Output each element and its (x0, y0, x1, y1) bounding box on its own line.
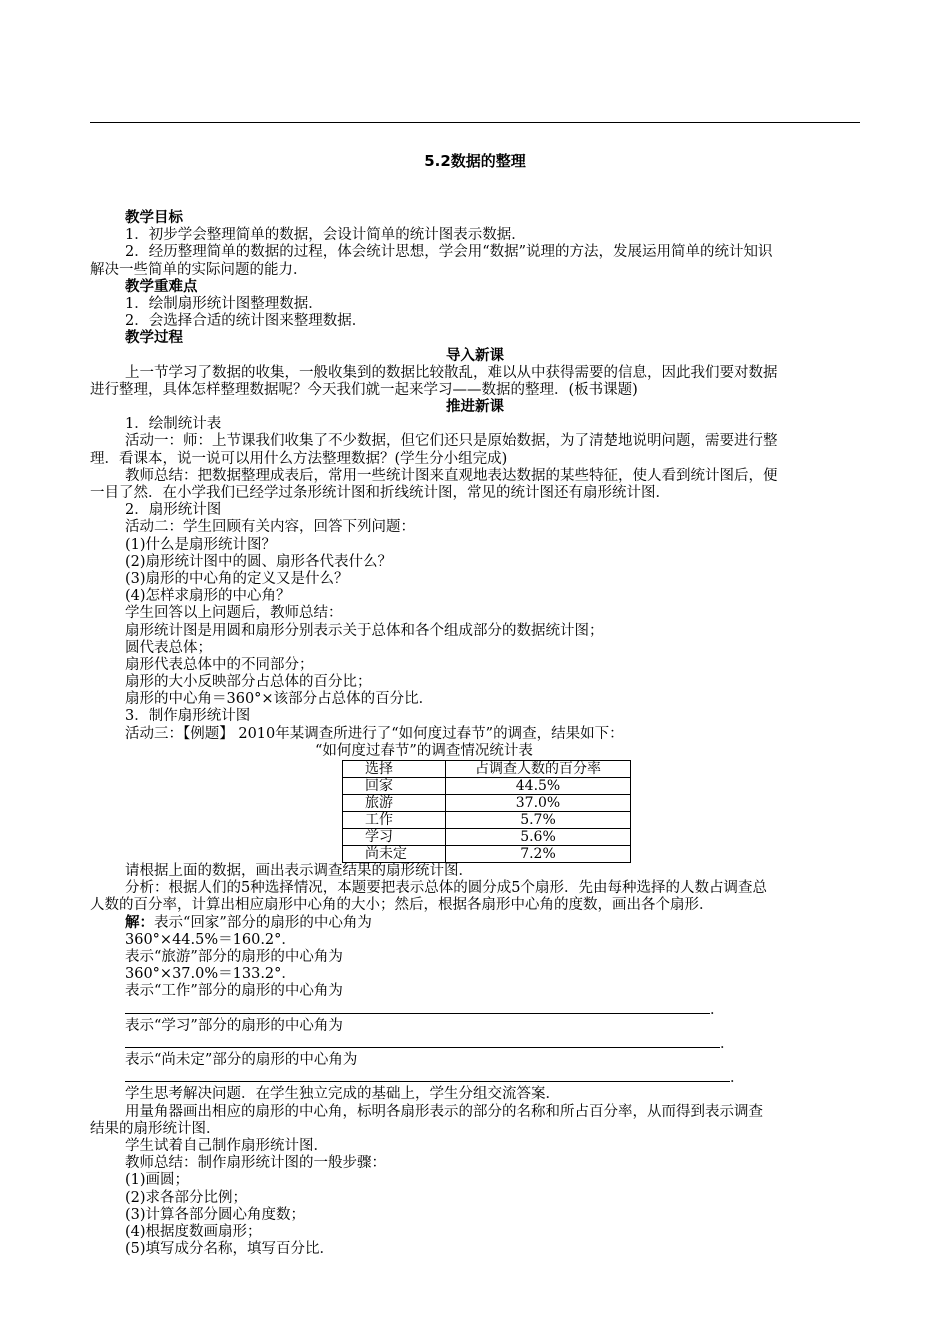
keypoint-1: 1．绘制扇形统计图整理数据． (125, 295, 323, 312)
part2-line-7: 学生回答以上问题后，教师总结： (125, 605, 343, 622)
part2-line-9: 圆代表总体； (125, 639, 212, 656)
table-cell: 尚未定 (343, 846, 446, 863)
part2-line-8: 扇形统计图是用圆和扇形分别表示关于总体和各个组成部分的数据统计图； (125, 622, 604, 639)
table-cell: 7.2% (446, 846, 631, 863)
answer-underline (125, 1001, 710, 1014)
keypoint-2: 2．会选择合适的统计图来整理数据． (125, 313, 367, 330)
part2-line-2: 活动二：学生回顾有关内容，回答下列问题： (125, 519, 415, 536)
table-row (343, 778, 631, 795)
solution-line-3: 表示“旅游”部分的扇形的中心角为 (125, 948, 343, 965)
section-heading-keypoints: 教学重难点 (125, 278, 198, 295)
after-table-1: 请根据上面的数据，画出表示调查结果的扇形统计图． (125, 863, 473, 879)
table-header-cell: 占调查人数的百分率 (446, 761, 631, 778)
part2-line-12: 扇形的中心角＝360°×该部分占总体的百分比． (125, 691, 434, 708)
answer-period: ． (730, 1070, 745, 1087)
part2-line-14: 活动三：【例题】 2010年某调查所进行了“如何度过春节”的调查，结果如下： (125, 725, 624, 742)
closing-3: 结果的扇形统计图． (90, 1120, 221, 1137)
part1-line-3: 理．看课本，说一说可以用什么方法整理数据？(学生分小组完成) (90, 450, 508, 467)
part2-line-3: (1)什么是扇形统计图？ (125, 536, 277, 553)
subheading-new: 推进新课 (446, 399, 504, 416)
part1-line-1: 1．绘制统计表 (125, 416, 222, 433)
solution-line-1 (125, 915, 860, 932)
part1-line-4: 教师总结：把数据整理成表后，常用一些统计图来直观地表达数据的某些特征，使人看到统计图后，便 (125, 467, 778, 484)
part2-line-11: 扇形的大小反映部分占总体的百分比； (125, 674, 372, 691)
closing-4: 学生试着自己制作扇形统计图． (125, 1138, 328, 1154)
table-row (343, 795, 631, 812)
closing-5: 教师总结：制作扇形统计图的一般步骤： (125, 1155, 386, 1172)
goal-2: 2．经历整理简单的数据的过程，体会统计思想，学会用“数据”说理的方法，发展运用简单的统计知识 (125, 244, 773, 261)
table-header-cell: 选择 (343, 761, 446, 778)
section-heading-goals: 教学目标 (125, 210, 183, 226)
solution-line-6: 表示“学习”部分的扇形的中心角为 (125, 1017, 343, 1034)
table-caption: “如何度过春节”的调查情况统计表 (315, 742, 533, 759)
table-row (343, 829, 631, 846)
table-cell: 学习 (343, 829, 446, 846)
closing-2: 用量角器画出相应的扇形的中心角，标明各扇形表示的部分的名称和所占百分率，从而得到表示调查 (125, 1103, 763, 1120)
part2-line-10: 扇形代表总体中的不同部分； (125, 656, 314, 673)
part2-line-5: (3)扇形的中心角的定义又是什么？ (125, 570, 349, 587)
solution-line-4: 360°×37.0%＝133.2°． (125, 966, 296, 983)
intro-line-1: 上一节学习了数据的收集，一般收集到的数据比较散乱，难以从中获得需要的信息，因此我们要对数据 (125, 364, 778, 381)
goal-2-cont: 解决一些简单的实际问题的能力． (90, 261, 308, 278)
survey-table (342, 760, 631, 863)
closing-7: (2)求各部分比例； (125, 1189, 248, 1206)
solution-label: 解： (125, 914, 154, 931)
part2-line-4: (2)扇形统计图中的圆、扇形各代表什么？ (125, 553, 393, 570)
section-heading-process: 教学过程 (125, 330, 183, 347)
doc-body (90, 210, 860, 1258)
solution-line-5: 表示“工作”部分的扇形的中心角为 (125, 983, 343, 1000)
closing-1: 学生思考解决问题．在学生独立完成的基础上，学生分组交流答案． (125, 1086, 560, 1103)
after-table-2: 分析：根据人们的5种选择情况，本题要把表示总体的圆分成5个扇形．先由每种选择的人数占调查总 (125, 880, 767, 897)
part1-line-2: 活动一：师：上节课我们收集了不少数据，但它们还只是原始数据，为了清楚地说明问题，需要进行整 (125, 433, 778, 450)
part2-line-1: 2．扇形统计图 (125, 502, 222, 519)
answer-period: ． (710, 1001, 725, 1018)
after-table-3: 人数的百分率，计算出相应扇形中心角的大小；然后，根据各扇形中心角的度数，画出各个扇形． (90, 897, 714, 914)
header-rule (90, 122, 860, 123)
table-cell: 37.0% (446, 795, 631, 812)
table-cell: 旅游 (343, 795, 446, 812)
table-header-row (343, 761, 631, 778)
part2-line-6: (4)怎样求扇形的中心角？ (125, 588, 291, 605)
closing-9: (4)根据度数画扇形； (125, 1223, 262, 1240)
table-cell: 工作 (343, 812, 446, 829)
intro-line-2: 进行整理，具体怎样整理数据呢？今天我们就一起来学习——数据的整理．(板书课题) (90, 381, 638, 398)
doc-title: 5.2数据的整理 (424, 152, 526, 170)
table-cell: 回家 (343, 778, 446, 795)
closing-8: (3)计算各部分圆心角度数； (125, 1206, 306, 1223)
part1-line-5: 一目了然．在小学我们已经学过条形统计图和折线统计图，常见的统计图还有扇形统计图． (90, 485, 670, 501)
answer-underline (125, 1035, 720, 1048)
table-row (343, 846, 631, 863)
answer-underline (125, 1069, 730, 1082)
table-cell: 44.5% (446, 778, 631, 795)
table-row (343, 812, 631, 829)
solution-line-2: 360°×44.5%＝160.2°． (125, 931, 296, 948)
part2-line-13: 3．制作扇形统计图 (125, 708, 251, 725)
closing-10: (5)填写成分名称，填写百分比． (125, 1241, 335, 1258)
solution-line-7: 表示“尚未定”部分的扇形的中心角为 (125, 1052, 358, 1069)
subheading-intro: 导入新课 (446, 347, 504, 364)
table-cell: 5.6% (446, 829, 631, 846)
answer-blank-undecided (125, 1069, 860, 1086)
goal-1: 1．初步学会整理简单的数据，会设计简单的统计图表示数据． (125, 227, 526, 244)
closing-6: (1)画圆； (125, 1172, 190, 1189)
solution-text: 表示“回家”部分的扇形的中心角为 (154, 914, 372, 931)
answer-blank-work (125, 1001, 860, 1018)
answer-blank-study (125, 1035, 860, 1052)
table-cell: 5.7% (446, 812, 631, 829)
answer-period: ． (720, 1035, 735, 1052)
